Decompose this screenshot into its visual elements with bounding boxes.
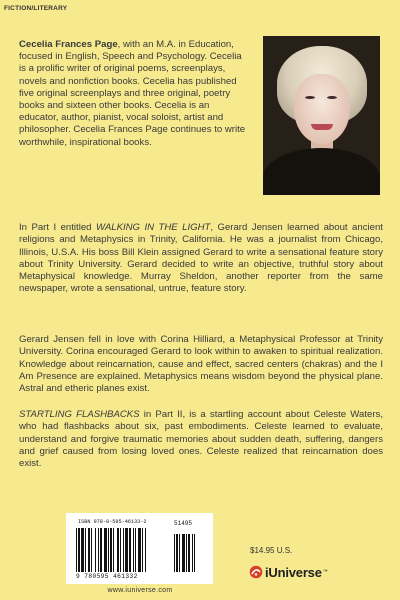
author-bio	[19, 39, 247, 149]
synopsis-text: In Part I entitled	[19, 222, 96, 233]
publisher-logo	[249, 562, 328, 582]
part-one-title: WALKING IN THE LIGHT	[95, 222, 211, 233]
photo-shoulders	[263, 148, 380, 195]
photo-mouth	[311, 124, 333, 130]
category-label: FICTION/LITERARY	[4, 5, 68, 12]
barcode-box	[66, 513, 213, 584]
publisher-url: www.iuniverse.com	[107, 587, 173, 594]
author-bio-text: , with an M.A. in Education, focused in English, Speech and Psychology. Cecelia is a prolific writer of original poems, screenplays, novels and nonfiction books. Cecelia has published five original screenplays and three original, poetry books and sixteen other books. Cecelia is an educator, author, pianist, vocal soloist, artist and philosopher. Cecelia Frances Page continues to write worthwhile, inspirational books.	[19, 39, 246, 148]
price-label: $14.95 U.S.	[250, 546, 293, 555]
synopsis-text: , Gerard Jensen learned about ancient religions and Metaphysics in Trinity, California. He was a journalist from Chicago, Illinois, U.S.A. His boss Bill Klein assigned Gerard to write a sensational feature story about Trinity University. Gerard decided to write an objective, truthful story about Metaphysical knowledge. Murray Sheldon, another reporter from the same newspaper, wrote a sensational, untrue, feature story.	[19, 222, 383, 295]
synopsis-paragraph-3	[19, 409, 383, 470]
barcode-icon	[76, 528, 204, 572]
synopsis-text: in Part II, is a startling account about Celeste Waters, who had flashbacks about six, past embodiments. Celeste learned to evaluate, understand and forgive traumatic memories about sudden death, suffering, dangers and grief caused from losing loved ones. Celeste realized that reincarnation does exist.	[19, 409, 383, 470]
trademark-symbol: ™	[322, 569, 328, 575]
synopsis-paragraph-1	[19, 222, 383, 296]
price-code: 51495	[174, 520, 193, 527]
photo-eye	[327, 96, 337, 99]
isbn-text: ISBN 978-0-595-46133-2	[78, 519, 147, 525]
iuniverse-swirl-icon	[249, 565, 263, 579]
author-photo	[263, 36, 380, 195]
part-two-title: STARTLING FLASHBACKS	[19, 409, 140, 420]
author-name: Cecelia Frances Page	[19, 39, 118, 50]
photo-eye	[305, 96, 315, 99]
publisher-name: iUniverse	[265, 564, 322, 580]
synopsis-paragraph-2: Gerard Jensen fell in love with Corina Hilliard, a Metaphysical Professor at Trinity University. Corina encouraged Gerard to look within to awaken to spiritual realization. Knowledge about reincarnation, cause and effect, sacred centers (chakras) and the I Am Presence are explained. Metaphysics means wisdom beyond the physical plane. Astral and etheric planes exist.	[19, 334, 383, 395]
photo-face	[294, 74, 350, 144]
barcode-number: 9 780595 461332	[76, 573, 138, 580]
